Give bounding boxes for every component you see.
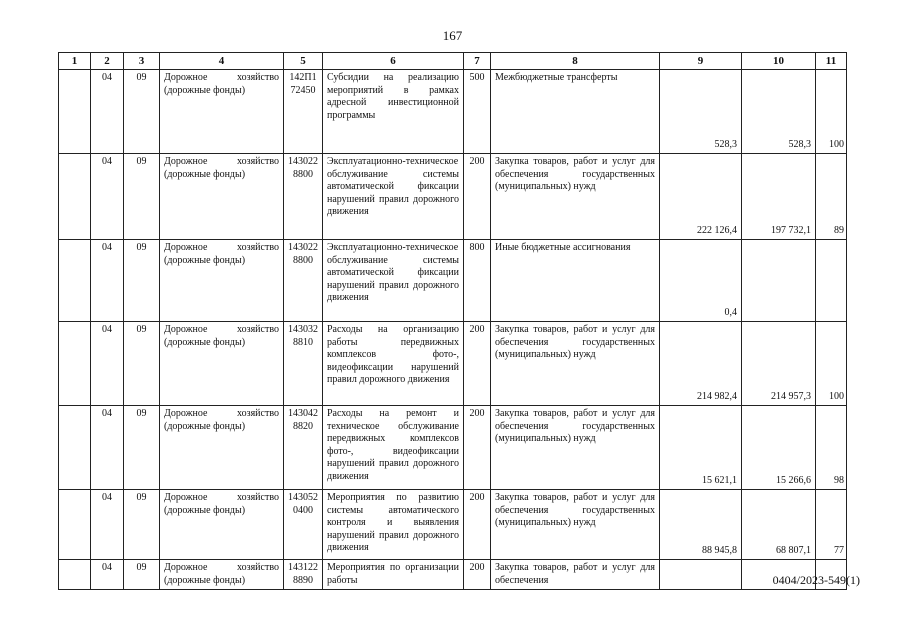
column-header-3: 3 — [124, 53, 160, 70]
target-article-code: 143042 8820 — [284, 406, 323, 490]
expense-description: Расходы на ремонт и техническое обслуживание передвижных комплексов фото-, видеофиксации нарушений правил дорожного движения — [323, 406, 464, 490]
section-code: 04 — [91, 490, 124, 560]
planned-amount: 15 621,1 — [660, 406, 742, 490]
col-1-cell — [59, 240, 91, 322]
section-code: 04 — [91, 406, 124, 490]
column-header-9: 9 — [660, 53, 742, 70]
expense-type-code: 200 — [464, 154, 491, 240]
expense-type-name: Иные бюджетные ассигнования — [491, 240, 660, 322]
table-row — [59, 154, 847, 240]
subsection-name: Дорожное хозяйство (дорожные фонды) — [160, 560, 284, 590]
expense-type-name: Межбюджетные трансферты — [491, 70, 660, 154]
column-header-5: 5 — [284, 53, 323, 70]
header-row — [59, 53, 847, 70]
target-article-code: 143032 8810 — [284, 322, 323, 406]
expense-type-code: 800 — [464, 240, 491, 322]
expense-type-name: Закупка товаров, работ и услуг для обеспечения государственных (муниципальных) нужд — [491, 406, 660, 490]
expense-type-code: 200 — [464, 322, 491, 406]
col-1-cell — [59, 490, 91, 560]
expense-description: Эксплуатационно-техническое обслуживание системы автоматической фиксации нарушений правил дорожного движения — [323, 240, 464, 322]
document-code: 0404/2023-549(1) — [772, 573, 860, 587]
expense-type-code: 200 — [464, 406, 491, 490]
executed-amount — [742, 240, 816, 322]
expense-type-name: Закупка товаров, работ и услуг для обеспечения — [491, 560, 660, 590]
table-row — [59, 240, 847, 322]
table-row — [59, 490, 847, 560]
section-code: 04 — [91, 322, 124, 406]
subsection-name: Дорожное хозяйство (дорожные фонды) — [160, 154, 284, 240]
column-header-8: 8 — [491, 53, 660, 70]
target-article-code: 142П1 72450 — [284, 70, 323, 154]
column-header-7: 7 — [464, 53, 491, 70]
col-1-cell — [59, 322, 91, 406]
execution-percent: 100 — [816, 70, 847, 154]
execution-percent: 100 — [816, 322, 847, 406]
table-row — [59, 70, 847, 154]
expense-description: Расходы на организацию работы передвижных комплексов фото-, видеофиксации нарушений правил дорожного движения — [323, 322, 464, 406]
table-body — [59, 70, 847, 590]
section-code: 04 — [91, 70, 124, 154]
budget-table — [58, 52, 847, 590]
expense-type-name: Закупка товаров, работ и услуг для обеспечения государственных (муниципальных) нужд — [491, 154, 660, 240]
planned-amount: 528,3 — [660, 70, 742, 154]
expense-type-code: 200 — [464, 490, 491, 560]
expense-description: Эксплуатационно-техническое обслуживание системы автоматической фиксации нарушений правил дорожного движения — [323, 154, 464, 240]
subsection-code: 09 — [124, 322, 160, 406]
executed-amount: 214 957,3 — [742, 322, 816, 406]
planned-amount: 88 945,8 — [660, 490, 742, 560]
section-code: 04 — [91, 560, 124, 590]
subsection-name: Дорожное хозяйство (дорожные фонды) — [160, 490, 284, 560]
column-header-4: 4 — [160, 53, 284, 70]
column-header-1: 1 — [59, 53, 91, 70]
executed-amount: 15 266,6 — [742, 406, 816, 490]
planned-amount: 214 982,4 — [660, 322, 742, 406]
execution-percent — [816, 240, 847, 322]
subsection-name: Дорожное хозяйство (дорожные фонды) — [160, 406, 284, 490]
expense-type-name: Закупка товаров, работ и услуг для обеспечения государственных (муниципальных) нужд — [491, 490, 660, 560]
target-article-code: 143022 8800 — [284, 240, 323, 322]
subsection-name: Дорожное хозяйство (дорожные фонды) — [160, 70, 284, 154]
subsection-code: 09 — [124, 490, 160, 560]
planned-amount: 222 126,4 — [660, 154, 742, 240]
subsection-code: 09 — [124, 560, 160, 590]
executed-amount: 528,3 — [742, 70, 816, 154]
column-header-10: 10 — [742, 53, 816, 70]
col-1-cell — [59, 154, 91, 240]
executed-amount: 68 807,1 — [742, 490, 816, 560]
expense-description: Мероприятия по развитию системы автоматического контроля и выявления нарушений правил дорожного движения — [323, 490, 464, 560]
col-1-cell — [59, 406, 91, 490]
expense-type-name: Закупка товаров, работ и услуг для обеспечения государственных (муниципальных) нужд — [491, 322, 660, 406]
planned-amount — [660, 560, 742, 590]
expense-type-code: 200 — [464, 560, 491, 590]
subsection-code: 09 — [124, 70, 160, 154]
planned-amount: 0,4 — [660, 240, 742, 322]
subsection-code: 09 — [124, 406, 160, 490]
target-article-code: 143022 8800 — [284, 154, 323, 240]
subsection-code: 09 — [124, 154, 160, 240]
table-row — [59, 322, 847, 406]
column-header-2: 2 — [91, 53, 124, 70]
subsection-name: Дорожное хозяйство (дорожные фонды) — [160, 240, 284, 322]
col-1-cell — [59, 560, 91, 590]
section-code: 04 — [91, 154, 124, 240]
execution-percent: 98 — [816, 406, 847, 490]
subsection-name: Дорожное хозяйство (дорожные фонды) — [160, 322, 284, 406]
table-row — [59, 406, 847, 490]
page-number: 167 — [442, 28, 463, 43]
subsection-code: 09 — [124, 240, 160, 322]
expense-description: Субсидии на реализацию мероприятий в рамках адресной инвестиционной программы — [323, 70, 464, 154]
executed-amount: 197 732,1 — [742, 154, 816, 240]
execution-percent: 77 — [816, 490, 847, 560]
table-row — [59, 560, 847, 590]
target-article-code: 143052 0400 — [284, 490, 323, 560]
column-header-11: 11 — [816, 53, 847, 70]
expense-type-code: 500 — [464, 70, 491, 154]
column-header-6: 6 — [323, 53, 464, 70]
target-article-code: 143122 8890 — [284, 560, 323, 590]
col-1-cell — [59, 70, 91, 154]
execution-percent: 89 — [816, 154, 847, 240]
expense-description: Мероприятия по организации работы — [323, 560, 464, 590]
section-code: 04 — [91, 240, 124, 322]
